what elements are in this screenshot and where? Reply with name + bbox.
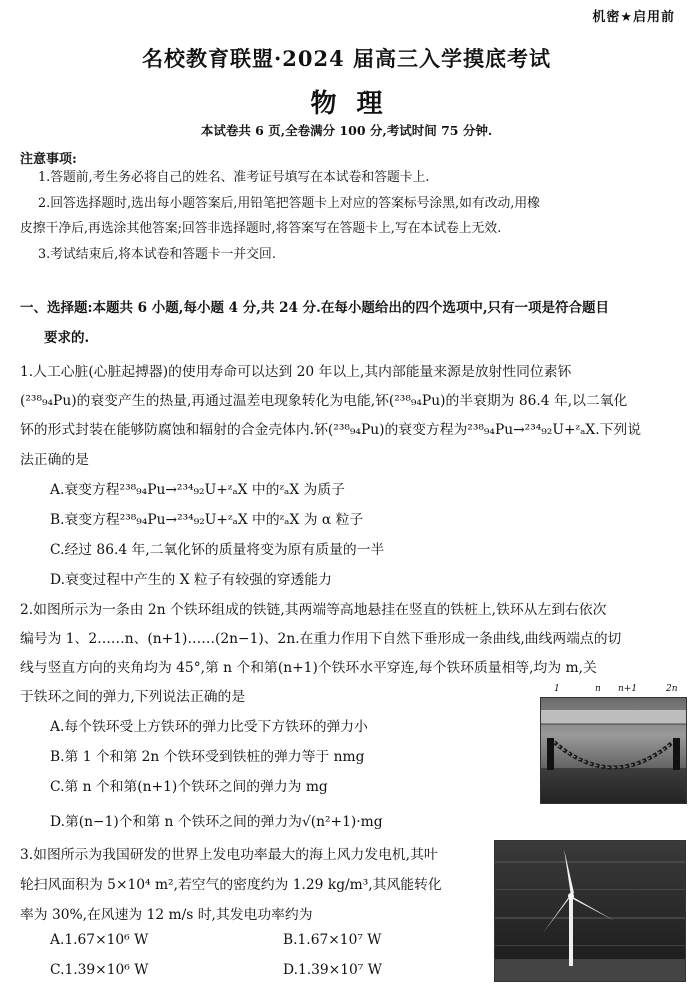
note-item: 3.考试结束后,将本试卷和答题卡一并交回. [38, 247, 276, 262]
note-item: 皮擦干净后,再选涂其他答案;回答非选择题时,将答案写在答题卡上,写在本试卷上无效. [20, 221, 502, 236]
q1-stem-line: (²³⁸₉₄Pu)的衰变产生的热量,再通过温差电现象转化为电能,钚(²³⁸₉₄Pu)的半衰期为 86.4 年,以二氧化 [20, 393, 628, 409]
q2-stem-line: 线与竖直方向的夹角均为 45°,第 n 个和第(n+1)个铁环水平穿连,每个铁环质量相等,均为 m,关 [20, 660, 597, 676]
secret-mark: 机密★启用前 [592, 10, 675, 25]
q3-stem-line: 率为 30%,在风速为 12 m/s 时,其发电功率约为 [20, 907, 313, 923]
q1-stem-line: 钚的形式封装在能够防腐蚀和辐射的合金壳体内.钚(²³⁸₉₄Pu)的衰变方程为²³⁸₉₄Pu→²³⁴₉₂U+ᶻₐX.下列说 [20, 422, 641, 438]
section-heading-line: 一、选择题:本题共 6 小题,每小题 4 分,共 24 分.在每小题给出的四个选项中,只有一项是符合题目 [20, 300, 610, 316]
section-heading [20, 300, 609, 346]
q3-stem-line: 3.如图所示为我国研发的世界上发电功率最大的海上风力发电机,其叶 [20, 847, 438, 863]
section-heading-line: 要求的. [44, 330, 90, 346]
wind-turbine-photo [494, 840, 686, 982]
q2-stem-line: 于铁环之间的弹力,下列说法正确的是 [20, 689, 246, 705]
q2-option-b: B.第 1 个和第 2n 个铁环受到铁桩的弹力等于 nmg [50, 749, 365, 765]
subject-char-1: 物 [310, 89, 337, 119]
q1-stem-line: 法正确的是 [20, 452, 89, 468]
q3-option-c: C.1.39×10⁶ W [50, 962, 149, 978]
chain-label: n [595, 684, 601, 694]
q3-option-b: B.1.67×10⁷ W [283, 932, 382, 948]
q1-option-d: D.衰变过程中产生的 X 粒子有较强的穿透能力 [50, 572, 332, 588]
wind-turbine-image [495, 841, 685, 981]
q1-option-a: A.衰变方程²³⁸₉₄Pu→²³⁴₉₂U+ᶻₐX 中的ᶻₐX 为质子 [50, 482, 345, 498]
q2-stem-line: 编号为 1、2……n、(n+1)……(2n−1)、2n.在重力作用下自然下垂形成一条曲线,曲线两端点的切 [20, 631, 622, 647]
chain-figure-labels [540, 684, 685, 698]
q1-stem-line: 1.人工心脏(心脏起搏器)的使用寿命可以达到 20 年以上,其内部能量来源是放射性同位素钚 [20, 364, 572, 380]
q1-option-b: B.衰变方程²³⁸₉₄Pu→²³⁴₉₂U+ᶻₐX 中的ᶻₐX 为 α 粒子 [50, 512, 364, 528]
chain-photo-image [541, 698, 686, 803]
chain-label: 1 [554, 684, 560, 694]
subject-title [0, 83, 693, 120]
q2-option-c: C.第 n 个和第(n+1)个铁环之间的弹力为 mg [50, 779, 328, 795]
exam-info: 本试卷共 6 页,全卷满分 100 分,考试时间 75 分钟. [200, 123, 493, 138]
q3-option-d: D.1.39×10⁷ W [283, 962, 382, 978]
chain-label: n+1 [618, 684, 638, 694]
q3-option-a: A.1.67×10⁶ W [50, 932, 149, 948]
q2-stem-line: 2.如图所示为一条由 2n 个铁环组成的铁链,其两端等高地悬挂在竖直的铁桩上,铁环从左到右依次 [20, 602, 607, 618]
note-item: 2.回答选择题时,选出每小题答案后,用铅笔把答题卡上对应的答案标号涂黑,如有改动,用橡 [38, 196, 540, 211]
notes-heading: 注意事项: [20, 152, 77, 167]
q2-option-d: D.第(n−1)个和第 n 个铁环之间的弹力为√(n²+1)·mg [50, 814, 383, 830]
q1-option-c: C.经过 86.4 年,二氧化钚的质量将变为原有质量的一半 [50, 542, 385, 558]
chain-label: 2n [666, 684, 678, 694]
exam-title: 名校教育联盟·2024 届高三入学摸底考试 [141, 46, 552, 71]
q2-option-a: A.每个铁环受上方铁环的弹力比受下方铁环的弹力小 [50, 719, 368, 735]
chain-photo [540, 697, 687, 804]
q3-stem-line: 轮扫风面积为 5×10⁴ m²,若空气的密度约为 1.29 kg/m³,其风能转化 [20, 877, 442, 893]
note-item: 1.答题前,考生务必将自己的姓名、准考证号填写在本试卷和答题卡上. [38, 170, 430, 185]
subject-char-2: 理 [356, 89, 383, 119]
